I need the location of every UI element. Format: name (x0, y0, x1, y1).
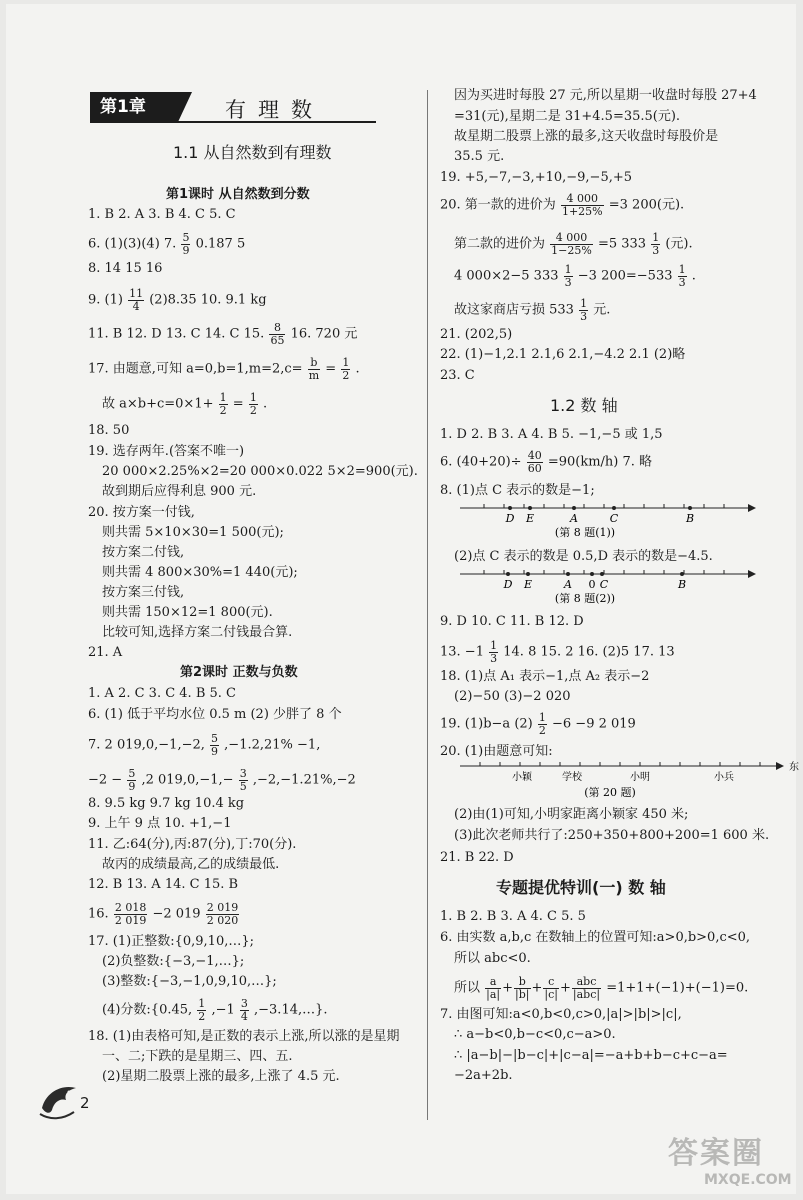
answer-line: =31(元),星期二是 31+4.5=35.5(元). (454, 109, 681, 124)
axis-label-b: B (677, 578, 687, 591)
answer-line: 19. 选存两年.(答案不唯一) (88, 444, 245, 459)
answer-line: 22. (1)−1,2.1 2.1,6 2.1,−4.2 2.1 (2)略 (440, 347, 686, 362)
answer-line: 故 a×b+c=0×1+ $\frac{1}{2}$ = $\frac{1}{2}$ . (102, 391, 268, 417)
answer-line: 故星期二股票上涨的最多,这天收盘时每股价是 (454, 129, 719, 144)
axis-label-d: D (503, 578, 513, 591)
answer-line: 18. 50 (88, 423, 130, 438)
axis-label-xiaoying: 小颖 (512, 772, 532, 783)
answer-line: 9. 上午 9 点 10. +1,−1 (88, 816, 232, 831)
answer-line: 因为买进时每股 27 元,所以星期一收盘时每股 27+4 (454, 88, 757, 103)
answer-line: −2a+2b. (454, 1068, 513, 1083)
answer-line: 按方案三付钱, (102, 585, 185, 600)
answer-line: 19. (1)b−a (2) $\frac{1}{2}$ −6 −9 2 019 (440, 711, 636, 737)
answer-line: 则共需 5×10×30=1 500(元); (102, 525, 284, 540)
figure-caption: (第 20 题) (584, 786, 636, 799)
column-divider (427, 90, 428, 1120)
answer-line: 19. +5,−7,−3,+10,−9,−5,+5 (440, 170, 633, 185)
answer-line: (2)−50 (3)−2 020 (454, 689, 571, 704)
answer-line: 11. 乙:64(分),丙:87(分),丁:70(分). (88, 837, 297, 852)
answer-line: −2 − $\frac{5}{9}$ ,2 019,0,−1,− $\frac{3}{5}$ ,−2,−1.21%,−2 (88, 767, 356, 793)
section-title: 1.1 从自然数到有理数 (173, 143, 332, 162)
section-1-2-title: 1.2 数 轴 (550, 396, 618, 415)
axis-label-c: C (599, 578, 609, 591)
number-line-fig20 (460, 758, 803, 804)
number-line-fig8-2 (460, 564, 760, 608)
answer-line: (2)由(1)可知,小明家距离小颖家 450 米; (454, 807, 689, 822)
axis-label-b: B (685, 512, 695, 525)
number-line-fig8-1 (460, 498, 760, 542)
axis-label-e: E (523, 578, 533, 591)
watermark-text: 答案圈 (668, 1136, 764, 1171)
answer-line: 6. (1) 低于平均水位 0.5 m (2) 少胖了 8 个 (88, 707, 342, 722)
answer-line: 21. B 22. D (440, 850, 514, 865)
answer-line: 18. (1)点 A₁ 表示−1,点 A₂ 表示−2 (440, 669, 650, 684)
lesson2-title: 第2课时 正数与负数 (180, 665, 298, 680)
answer-line: 21. A (88, 645, 123, 660)
point-c (612, 506, 616, 510)
answer-line: 8. 14 15 16 (88, 261, 163, 276)
axis-label-a: A (564, 578, 572, 591)
answer-line: 1. B 2. A 3. B 4. C 5. C (88, 207, 236, 222)
answer-line: (3)整数:{−3,−1,0,9,10,…}; (102, 974, 277, 989)
answer-line: 按方案二付钱, (102, 545, 185, 560)
answer-line: 6. 由实数 a,b,c 在数轴上的位置可知:a>0,b>0,c<0, (440, 930, 751, 945)
point-a (572, 506, 576, 510)
answer-line: 所以 abc<0. (454, 951, 531, 966)
answer-line: 12. B 13. A 14. C 15. B (88, 877, 239, 892)
answer-line: 17. (1)正整数:{0,9,10,…}; (88, 934, 255, 949)
answer-line: 7. 由图可知:a<0,b<0,c>0,|a|>|b|>|c|, (440, 1007, 682, 1022)
answer-line: 20. (1)由题意可知: (440, 744, 553, 759)
answer-line: 1. B 2. B 3. A 4. C 5. 5 (440, 909, 586, 924)
answer-line: 7. 2 019,0,−1,−2, $\frac{5}{9}$ ,−1.2,21% −1, (88, 732, 321, 758)
point-b (688, 506, 692, 510)
axis-label-0: 0 (588, 578, 596, 591)
answer-line: 6. (1)(3)(4) 7. $\frac{5}{9}$ 0.187 5 (88, 231, 246, 257)
answer-line: 18. (1)由表格可知,是正数的表示上涨,所以涨的是星期 (88, 1029, 400, 1044)
answer-line: 17. 由题意,可知 a=0,b=1,m=2,c= $\frac{b}{m}$ = $\frac{1}{2}$ . (88, 356, 360, 382)
figure-caption: (第 8 题(2)) (554, 592, 616, 605)
answer-line: 20. 第一款的进价为 $\frac{4 000}{1+25\%}$ =3 200(元). (440, 192, 685, 218)
answer-line: 20 000×2.25%×2=20 000×0.022 5×2=900(元). (102, 464, 418, 479)
answer-line: 故到期后应得利息 900 元. (102, 484, 257, 499)
answer-line: 9. (1) $\frac{11}{4}$ (2)8.35 10. 9.1 kg (88, 287, 267, 313)
answer-line: 35.5 元. (454, 149, 505, 164)
answer-line: (2)点 C 表示的数是 0.5,D 表示的数是−4.5. (454, 549, 713, 564)
axis-label-a: A (570, 512, 578, 525)
answer-line: 所以 $\frac{a}{|a|}$ + $\frac{b}{|b|}$ + $\frac{c}{|c|}$ + $\frac{\text{abc}}{\text{|abc|}}$ =1+1+(−1)+(−1)=0. (454, 975, 749, 1001)
axis-label-xiaoming: 小明 (630, 772, 650, 783)
answer-line: 则共需 4 800×30%=1 440(元); (102, 565, 298, 580)
answer-line: (4)分数:{0.45, $\frac{1}{2}$ ,−1 $\frac{3}{4}$ ,−3.14,…}. (102, 997, 328, 1023)
answer-line: 故丙的成绩最高,乙的成绩最低. (102, 857, 280, 872)
answer-line: 故这家商店亏损 533 $\frac{1}{3}$ 元. (454, 297, 611, 323)
chapter-label: 第1章 (90, 92, 178, 122)
axis-label-e: E (525, 512, 535, 525)
answer-line: 16. $\frac{2 018}{2 019}$ −2 019 $\frac{2 019}{2 020}$ (88, 901, 239, 927)
answer-line: 8. (1)点 C 表示的数是−1; (440, 483, 595, 498)
point-e (528, 506, 532, 510)
axis-label-d: D (505, 512, 515, 525)
answer-line: (2)负整数:{−3,−1,…}; (102, 954, 245, 969)
dolphin-logo-icon (36, 1078, 82, 1124)
answer-line: ∴ a−b<0,b−c<0,c−a>0. (454, 1027, 616, 1042)
answer-line: 11. B 12. D 13. C 14. C 15. $\frac{8}{65}$ 16. 720 元 (88, 321, 358, 347)
axis-label-xiaobing: 小兵 (714, 772, 734, 783)
answer-line: 13. −1 $\frac{1}{3}$ 14. 8 15. 2 16. (2)5 17. 13 (440, 639, 675, 665)
answer-line: 9. D 10. C 11. B 12. D (440, 614, 584, 629)
answer-line: (3)此次老师共行了:250+350+800+200=1 600 米. (454, 828, 770, 843)
answer-line: 23. C (440, 368, 475, 383)
point-d (508, 506, 512, 510)
watermark (668, 1128, 792, 1190)
answer-line: 8. 9.5 kg 9.7 kg 10.4 kg (88, 796, 245, 811)
answer-line: 6. (40+20)÷ $\frac{40}{60}$ =90(km/h) 7. 略 (440, 449, 653, 475)
answer-line: 则共需 150×12=1 800(元). (102, 605, 273, 620)
answer-line: 一、二;下跌的是星期三、四、五. (102, 1049, 293, 1064)
page-number: 2 (80, 1094, 90, 1112)
answer-line: 4 000×2−5 333 $\frac{1}{3}$ −3 200=−533 $\frac{1}{3}$ . (454, 263, 696, 289)
watermark-url: MXQE.COM (704, 1172, 792, 1188)
answer-line: 20. 按方案一付钱, (88, 505, 195, 520)
axis-label-school: 学校 (562, 772, 582, 783)
figure-caption: (第 8 题(1)) (554, 526, 616, 539)
chapter-title: 有理数 (225, 98, 324, 122)
answer-line: 21. (202,5) (440, 327, 513, 342)
answer-line: (2)星期二股票上涨的最多,上涨了 4.5 元. (102, 1069, 340, 1084)
axis-label-east: 东 (789, 762, 799, 773)
lesson1-title: 第1课时 从自然数到分数 (166, 187, 310, 202)
answer-line: 1. D 2. B 3. A 4. B 5. −1,−5 或 1,5 (440, 427, 663, 442)
answer-line: 1. A 2. C 3. C 4. B 5. C (88, 686, 236, 701)
answer-line: 比较可知,选择方案二付钱最合算. (102, 625, 293, 640)
answer-line: ∴ |a−b|−|b−c|+|c−a|=−a+b+b−c+c−a= (454, 1048, 728, 1063)
special-training-title: 专题提优特训(一) 数 轴 (496, 878, 666, 897)
answer-line: 第二款的进价为 $\frac{4 000}{1-25\%}$ =5 333 $\frac{1}{3}$ (元). (454, 231, 693, 257)
axis-label-c: C (609, 512, 619, 525)
